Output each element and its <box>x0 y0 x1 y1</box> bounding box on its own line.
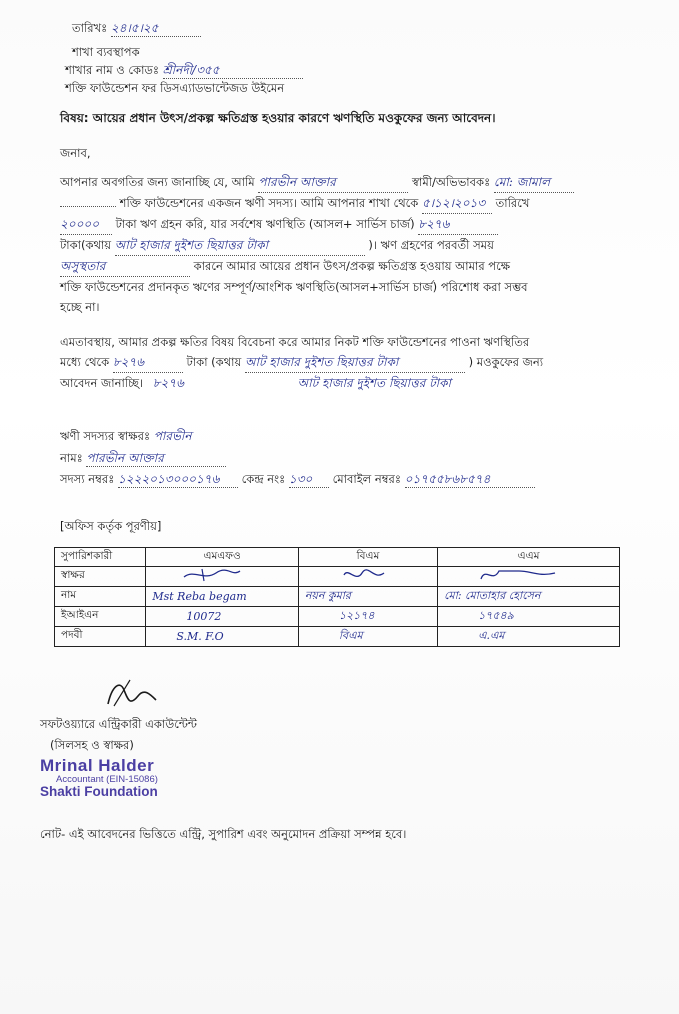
table-cell: S.M. F.O <box>146 627 298 647</box>
handwritten-amount: ৮২৭৬ <box>152 376 184 390</box>
member-id: ১২২২০১৩০০০১৭৬ <box>118 471 238 488</box>
body-paragraph-2 <box>60 332 630 393</box>
table-header-cell: এমএফও <box>146 548 298 567</box>
body-text: হচ্ছে না। <box>60 300 100 314</box>
body-text: টাকা(কথায় <box>60 238 112 252</box>
branch-value: শ্রীনদী/৩৫৫ <box>163 62 303 79</box>
stamp-org: Shakti Foundation <box>40 784 158 799</box>
table-row <box>55 587 620 607</box>
org-line: শক্তি ফাউন্ডেশন ফর ডিসএ্যাডভান্টেজড উইমেন <box>65 81 285 95</box>
salutation: জনাব, <box>60 146 91 160</box>
mobile-label: মোবাইল নম্বরঃ <box>332 472 402 486</box>
body-text: ) মওকুফের জন্য <box>468 355 544 369</box>
body-text: শক্তি ফাউন্ডেশনের প্রদানকৃত ঋণের সম্পূর্ণ/আংশিক ঋণস্থিতি(আসল+সার্ভিস চার্জ) পরিশোধ করা সম্ভব <box>60 280 528 294</box>
stamp-role: Accountant (EIN-15086) <box>56 774 158 785</box>
loan-date: ৫।১২।২০১৩ <box>422 193 492 214</box>
signature-cell-am <box>438 567 620 587</box>
body-text: আবেদন জানাচ্ছি। <box>60 376 144 390</box>
table-cell: এ.এম <box>438 627 620 647</box>
body-paragraph-1 <box>60 172 630 317</box>
table-row <box>55 567 620 587</box>
center-number: ১৩০ <box>289 471 329 488</box>
guardian-name: মো: জামাল <box>494 172 574 193</box>
accountant-stamp <box>40 756 200 799</box>
accountant-line: সফটওয়্যারে এন্ট্রিকারী একাউন্টেন্ট <box>40 717 197 731</box>
table-cell: 10072 <box>146 607 298 627</box>
am-signature <box>479 567 559 583</box>
row-label: স্বাক্ষর <box>55 567 146 587</box>
member-id-line <box>60 471 535 488</box>
table-row <box>55 607 620 627</box>
branch-line <box>65 62 303 79</box>
waiver-amount: ৮২৭৬ <box>113 352 183 373</box>
row-label: নাম <box>55 587 146 607</box>
row-label: পদবী <box>55 627 146 647</box>
table-header-cell: এএম <box>438 548 620 567</box>
stamp-name: Mrinal Halder <box>40 756 155 775</box>
applicant-name: পারভীন আক্তার <box>258 172 408 193</box>
table-cell: ১৭৫৪৯ <box>438 607 620 627</box>
member-id-label: সদস্য নম্বরঃ <box>60 472 115 486</box>
body-text: আপনার অবগতির জন্য জানাচ্ছি যে, আমি <box>60 175 255 189</box>
center-label: কেন্দ্র নংঃ <box>241 472 286 486</box>
table-cell: মো: মোতাহার হোসেন <box>438 587 620 607</box>
table-header-cell: বিএম <box>298 548 437 567</box>
member-name: পারভীন আক্তার <box>86 450 226 467</box>
body-text: এমতাবস্থায়, আমার প্রকল্প ক্ষতির বিষয় বিবেচনা করে আমার নিকট শক্তি ফাউন্ডেশনের পাওনা ঋণস্থিতির <box>60 335 530 349</box>
body-text: টাকা ঋণ গ্রহন করি, যার সর্বশেষ ঋণস্থিতি (আসল+ সার্ভিস চার্জ) <box>115 217 415 231</box>
manager-label: শাখা ব্যবস্থাপক <box>72 45 140 59</box>
footer-note: নোট- এই আবেদনের ভিত্তিতে এন্ট্রি, সুপারিশ এবং অনুমোদন প্রক্রিয়া সম্পন্ন হবে। <box>40 827 407 841</box>
table-cell: বিএম <box>298 627 437 647</box>
table-cell: Mst Reba begam <box>146 587 298 607</box>
member-signature-label: ঋণী সদস্যর স্বাক্ষরঃ <box>60 429 151 443</box>
bm-signature <box>340 567 390 583</box>
date-value: ২৪।৫।২৫ <box>111 20 201 37</box>
body-text: মধ্যে থেকে <box>60 355 110 369</box>
branch-label: শাখার নাম ও কোডঃ <box>65 63 160 77</box>
body-text: কারনে আমার আয়ের প্রধান উৎস/প্রকল্প ক্ষতিগ্রস্ত হওয়ায় আমার পক্ষে <box>193 259 511 273</box>
body-text: তারিখে <box>495 196 530 210</box>
loan-amount: ২০০০০ <box>60 214 112 235</box>
body-text: টাকা (কথায় <box>186 355 242 369</box>
loss-reason: অসুস্থতার <box>60 256 190 277</box>
handwritten-amount-words: আট হাজার দুইশত ছিয়াত্তর টাকা <box>297 376 452 390</box>
signature-cell-bm <box>298 567 437 587</box>
row-label: ইআইএন <box>55 607 146 627</box>
balance-in-words: আট হাজার দুইশত ছিয়াত্তর টাকা <box>115 235 365 256</box>
table-header-cell: সুপারিশকারী <box>55 548 146 567</box>
table-cell: নয়ন কুমার <box>298 587 437 607</box>
body-text: স্বামী/অভিভাবকঃ <box>412 175 491 189</box>
accountant-signature <box>100 676 160 712</box>
mobile-number: ০১৭৫৫৮৬৮৫৭৪ <box>405 471 535 488</box>
loan-balance: ৮২৭৬ <box>418 214 498 235</box>
subject: বিষয়: আয়ের প্রধান উৎস/প্রকল্প ক্ষতিগ্রস্ত হওয়ার কারণে ঋণস্থিতি মওকুফের জন্য আবেদন। <box>60 111 496 125</box>
member-signature-line <box>60 428 192 444</box>
member-name-label: নামঃ <box>60 451 83 465</box>
date-line <box>72 20 201 37</box>
member-signature: পারভীন <box>153 429 192 443</box>
recommendation-table <box>54 547 620 647</box>
body-text: )। ঋণ গ্রহণের পরবর্তী সময় <box>368 238 494 252</box>
table-cell: ১২১৭৪ <box>298 607 437 627</box>
member-name-line <box>60 450 226 467</box>
date-label: তারিখঃ <box>72 21 108 35</box>
table-header-row <box>55 548 620 567</box>
accountant-seal-label: (সিলসহ ও স্বাক্ষর) <box>50 738 134 752</box>
table-row <box>55 627 620 647</box>
signature-cell-mfo <box>146 567 298 587</box>
mfo-signature <box>182 567 242 583</box>
office-caption: [অফিস কর্তৃক পূরণীয়] <box>60 519 162 533</box>
waiver-amount-words: আট হাজার দুইশত ছিয়াত্তর টাকা <box>245 352 465 373</box>
body-text: শক্তি ফাউন্ডেশনের একজন ঋণী সদস্য। আমি আপনার শাখা থেকে <box>119 196 419 210</box>
